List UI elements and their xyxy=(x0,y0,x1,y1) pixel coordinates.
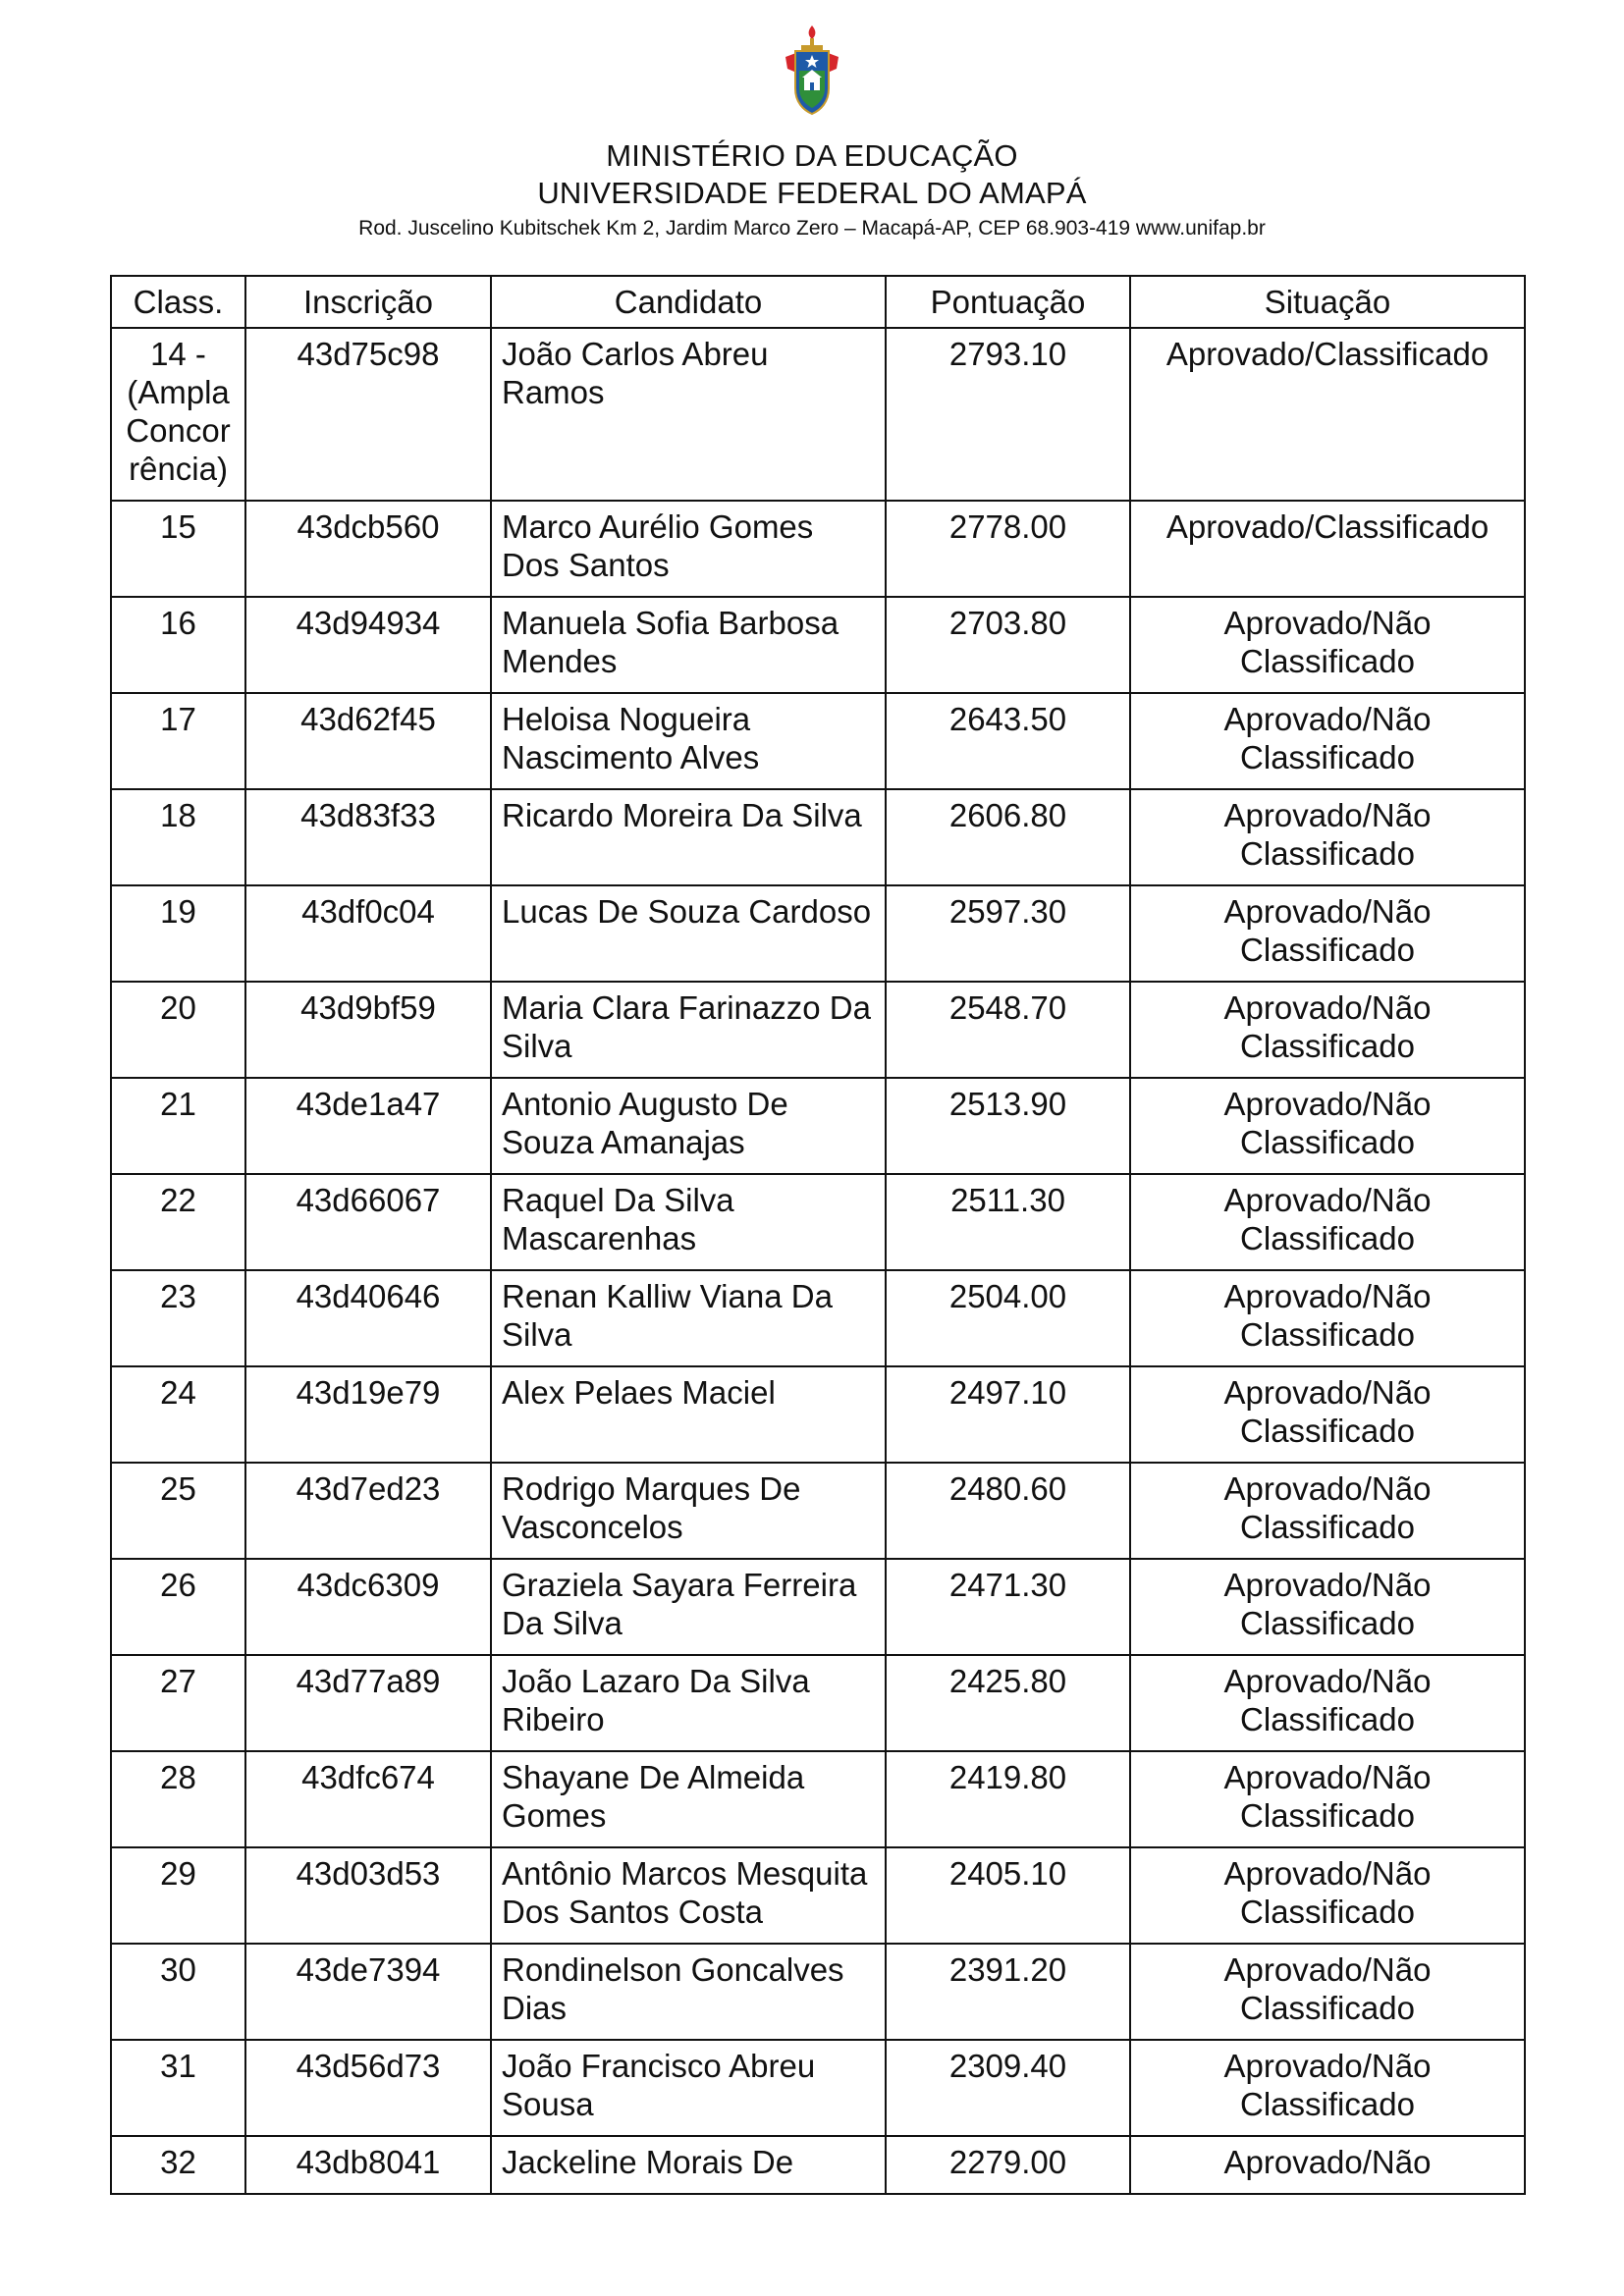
cell-candidato: Antonio Augusto De Souza Amanajas xyxy=(491,1078,886,1174)
cell-class: 14 - (Ampla Concor rência) xyxy=(111,328,245,501)
table-row xyxy=(111,1847,1525,1944)
cell-situacao: Aprovado/Não Classificado xyxy=(1130,1559,1525,1655)
cell-class: 18 xyxy=(111,789,245,885)
document-header xyxy=(0,24,1624,243)
cell-inscricao: 43d7ed23 xyxy=(245,1463,491,1559)
cell-candidato: Renan Kalliw Viana Da Silva xyxy=(491,1270,886,1366)
cell-candidato: Maria Clara Farinazzo Da Silva xyxy=(491,982,886,1078)
cell-situacao: Aprovado/Não Classificado xyxy=(1130,693,1525,789)
column-header-candidato: Candidato xyxy=(491,276,886,328)
cell-inscricao: 43d03d53 xyxy=(245,1847,491,1944)
table-row xyxy=(111,1174,1525,1270)
cell-pontuacao: 2471.30 xyxy=(886,1559,1130,1655)
cell-situacao: Aprovado/Não Classificado xyxy=(1130,597,1525,693)
cell-class: 21 xyxy=(111,1078,245,1174)
cell-inscricao: 43d56d73 xyxy=(245,2040,491,2136)
cell-class: 26 xyxy=(111,1559,245,1655)
cell-pontuacao: 2405.10 xyxy=(886,1847,1130,1944)
cell-pontuacao: 2548.70 xyxy=(886,982,1130,1078)
cell-class: 15 xyxy=(111,501,245,597)
unifap-coat-of-arms-icon xyxy=(782,24,842,120)
cell-pontuacao: 2497.10 xyxy=(886,1366,1130,1463)
cell-class: 22 xyxy=(111,1174,245,1270)
cell-inscricao: 43df0c04 xyxy=(245,885,491,982)
cell-situacao: Aprovado/Não Classificado xyxy=(1130,789,1525,885)
cell-class: 16 xyxy=(111,597,245,693)
cell-situacao: Aprovado/Não Classificado xyxy=(1130,1847,1525,1944)
cell-inscricao: 43dfc674 xyxy=(245,1751,491,1847)
cell-inscricao: 43d94934 xyxy=(245,597,491,693)
table-row xyxy=(111,1366,1525,1463)
cell-pontuacao: 2793.10 xyxy=(886,328,1130,501)
cell-pontuacao: 2597.30 xyxy=(886,885,1130,982)
cell-class: 24 xyxy=(111,1366,245,1463)
cell-pontuacao: 2504.00 xyxy=(886,1270,1130,1366)
cell-candidato: João Lazaro Da Silva Ribeiro xyxy=(491,1655,886,1751)
cell-situacao: Aprovado/Classificado xyxy=(1130,501,1525,597)
cell-inscricao: 43de7394 xyxy=(245,1944,491,2040)
table-row xyxy=(111,597,1525,693)
table-row xyxy=(111,1463,1525,1559)
cell-candidato: João Carlos Abreu Ramos xyxy=(491,328,886,501)
column-header-class: Class. xyxy=(111,276,245,328)
cell-inscricao: 43d19e79 xyxy=(245,1366,491,1463)
table-row xyxy=(111,2136,1525,2194)
cell-inscricao: 43d83f33 xyxy=(245,789,491,885)
cell-candidato: Shayane De Almeida Gomes xyxy=(491,1751,886,1847)
table-row xyxy=(111,328,1525,501)
cell-class: 32 xyxy=(111,2136,245,2194)
table-row xyxy=(111,693,1525,789)
cell-pontuacao: 2419.80 xyxy=(886,1751,1130,1847)
cell-class: 27 xyxy=(111,1655,245,1751)
cell-inscricao: 43de1a47 xyxy=(245,1078,491,1174)
cell-inscricao: 43d66067 xyxy=(245,1174,491,1270)
cell-situacao: Aprovado/Não Classificado xyxy=(1130,885,1525,982)
cell-situacao: Aprovado/Não Classificado xyxy=(1130,1366,1525,1463)
cell-class: 17 xyxy=(111,693,245,789)
results-table xyxy=(110,275,1526,2195)
cell-inscricao: 43d77a89 xyxy=(245,1655,491,1751)
cell-candidato: João Francisco Abreu Sousa xyxy=(491,2040,886,2136)
table-row xyxy=(111,789,1525,885)
cell-class: 25 xyxy=(111,1463,245,1559)
cell-situacao: Aprovado/Não Classificado xyxy=(1130,1270,1525,1366)
table-row xyxy=(111,1078,1525,1174)
table-row xyxy=(111,2040,1525,2136)
table-row xyxy=(111,1559,1525,1655)
cell-pontuacao: 2309.40 xyxy=(886,2040,1130,2136)
cell-candidato: Jackeline Morais De xyxy=(491,2136,886,2194)
cell-pontuacao: 2703.80 xyxy=(886,597,1130,693)
cell-candidato: Graziela Sayara Ferreira Da Silva xyxy=(491,1559,886,1655)
table-header-row xyxy=(111,276,1525,328)
column-header-pontuacao: Pontuação xyxy=(886,276,1130,328)
table-row xyxy=(111,885,1525,982)
cell-pontuacao: 2279.00 xyxy=(886,2136,1130,2194)
cell-inscricao: 43db8041 xyxy=(245,2136,491,2194)
table-row xyxy=(111,982,1525,1078)
cell-inscricao: 43d62f45 xyxy=(245,693,491,789)
cell-class: 30 xyxy=(111,1944,245,2040)
table-row xyxy=(111,501,1525,597)
cell-class: 19 xyxy=(111,885,245,982)
cell-inscricao: 43dcb560 xyxy=(245,501,491,597)
cell-class: 23 xyxy=(111,1270,245,1366)
cell-pontuacao: 2606.80 xyxy=(886,789,1130,885)
cell-candidato: Heloisa Nogueira Nascimento Alves xyxy=(491,693,886,789)
cell-pontuacao: 2391.20 xyxy=(886,1944,1130,2040)
cell-situacao: Aprovado/Não xyxy=(1130,2136,1525,2194)
cell-candidato: Alex Pelaes Maciel xyxy=(491,1366,886,1463)
cell-class: 31 xyxy=(111,2040,245,2136)
university-title: UNIVERSIDADE FEDERAL DO AMAPÁ xyxy=(537,176,1087,210)
cell-inscricao: 43d75c98 xyxy=(245,328,491,501)
cell-candidato: Lucas De Souza Cardoso xyxy=(491,885,886,982)
column-header-situacao: Situação xyxy=(1130,276,1525,328)
cell-situacao: Aprovado/Não Classificado xyxy=(1130,1751,1525,1847)
table-row xyxy=(111,1751,1525,1847)
cell-inscricao: 43dc6309 xyxy=(245,1559,491,1655)
column-header-inscricao: Inscrição xyxy=(245,276,491,328)
cell-pontuacao: 2778.00 xyxy=(886,501,1130,597)
cell-pontuacao: 2480.60 xyxy=(886,1463,1130,1559)
cell-candidato: Rondinelson Goncalves Dias xyxy=(491,1944,886,2040)
cell-situacao: Aprovado/Classificado xyxy=(1130,328,1525,501)
cell-pontuacao: 2513.90 xyxy=(886,1078,1130,1174)
cell-candidato: Raquel Da Silva Mascarenhas xyxy=(491,1174,886,1270)
cell-situacao: Aprovado/Não Classificado xyxy=(1130,1463,1525,1559)
cell-situacao: Aprovado/Não Classificado xyxy=(1130,1174,1525,1270)
cell-situacao: Aprovado/Não Classificado xyxy=(1130,1078,1525,1174)
cell-candidato: Rodrigo Marques De Vasconcelos xyxy=(491,1463,886,1559)
ministry-title: MINISTÉRIO DA EDUCAÇÃO xyxy=(606,138,1018,173)
table-row xyxy=(111,1944,1525,2040)
cell-candidato: Antônio Marcos Mesquita Dos Santos Costa xyxy=(491,1847,886,1944)
cell-inscricao: 43d40646 xyxy=(245,1270,491,1366)
cell-pontuacao: 2511.30 xyxy=(886,1174,1130,1270)
cell-candidato: Marco Aurélio Gomes Dos Santos xyxy=(491,501,886,597)
cell-class: 28 xyxy=(111,1751,245,1847)
cell-inscricao: 43d9bf59 xyxy=(245,982,491,1078)
cell-situacao: Aprovado/Não Classificado xyxy=(1130,1655,1525,1751)
cell-candidato: Manuela Sofia Barbosa Mendes xyxy=(491,597,886,693)
cell-situacao: Aprovado/Não Classificado xyxy=(1130,982,1525,1078)
cell-situacao: Aprovado/Não Classificado xyxy=(1130,2040,1525,2136)
cell-class: 29 xyxy=(111,1847,245,1944)
cell-candidato: Ricardo Moreira Da Silva xyxy=(491,789,886,885)
table-row xyxy=(111,1270,1525,1366)
cell-pontuacao: 2643.50 xyxy=(886,693,1130,789)
cell-class: 20 xyxy=(111,982,245,1078)
cell-situacao: Aprovado/Não Classificado xyxy=(1130,1944,1525,2040)
table-row xyxy=(111,1655,1525,1751)
cell-pontuacao: 2425.80 xyxy=(886,1655,1130,1751)
university-address: Rod. Juscelino Kubitschek Km 2, Jardim Marco Zero – Macapá-AP, CEP 68.903-419 www.unifap.br xyxy=(358,217,1266,240)
